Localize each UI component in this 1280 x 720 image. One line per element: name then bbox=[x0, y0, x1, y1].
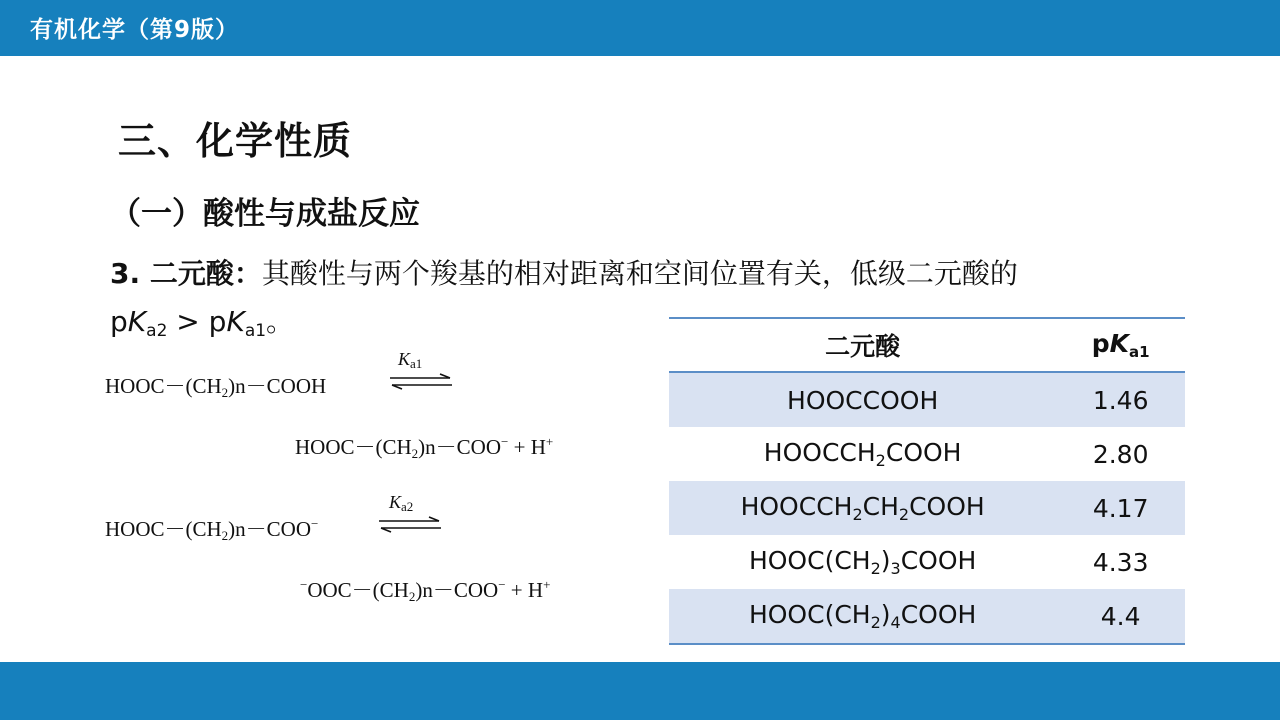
course-title: 有机化学（第9版） bbox=[30, 17, 240, 43]
k-subscript: a1 bbox=[410, 356, 423, 371]
formula-part: )n－COOH bbox=[228, 374, 327, 398]
pka-value: 2.80 bbox=[1092, 439, 1149, 469]
formula-part: )n－COO bbox=[415, 578, 499, 602]
p-symbol: p bbox=[208, 305, 227, 338]
pka-value: 4.33 bbox=[1092, 547, 1149, 577]
equation-2-reactant bbox=[105, 513, 318, 544]
formula-subscript: 4 bbox=[890, 613, 901, 632]
equilibrium-arrow-icon bbox=[377, 516, 443, 534]
paragraph-line-2 bbox=[110, 300, 294, 341]
formula-part: )n－COO bbox=[228, 517, 312, 541]
paragraph-lead: 3. 二元酸： bbox=[110, 257, 262, 290]
formula-subscript: 2 bbox=[898, 505, 910, 524]
p-symbol: p bbox=[110, 305, 128, 338]
top-banner bbox=[0, 0, 1280, 56]
formula-part: HOOC－(CH bbox=[295, 435, 412, 459]
k-symbol: K bbox=[226, 305, 245, 338]
formula-part: HOOC－(CH bbox=[105, 374, 222, 398]
formula-part: COOH bbox=[885, 438, 962, 467]
pka-value: 4.17 bbox=[1056, 481, 1185, 535]
table-row bbox=[669, 589, 1185, 644]
formula-superscript: + bbox=[543, 577, 551, 592]
equation-2-k-label bbox=[389, 492, 413, 515]
formula-subscript: 2 bbox=[411, 446, 419, 461]
formula-part: CH bbox=[862, 492, 899, 521]
formula-part: COOH bbox=[900, 600, 977, 629]
formula-part: + H bbox=[505, 578, 544, 602]
formula-superscript: + bbox=[545, 434, 554, 449]
formula-part: COOH bbox=[900, 546, 977, 575]
k-symbol: K bbox=[389, 492, 402, 512]
subsection-title: （一）酸性与成盐反应 bbox=[110, 196, 420, 232]
formula-subscript: 2 bbox=[408, 589, 416, 604]
formula-part: ) bbox=[880, 546, 891, 575]
paragraph-text: 其酸性与两个羧基的相对距离和空间位置有关，低级二元酸的 bbox=[261, 257, 1018, 290]
formula-part: HOOCCOOH bbox=[787, 385, 939, 415]
formula-part: HOOC(CH bbox=[748, 600, 871, 629]
formula-subscript: 2 bbox=[221, 528, 229, 543]
k-subscript: a1 bbox=[1129, 343, 1150, 361]
formula-part: HOOC－(CH bbox=[105, 517, 222, 541]
table-row bbox=[669, 372, 1185, 427]
formula-part: )n－COO bbox=[418, 435, 502, 459]
subscript-a1: a1 bbox=[244, 321, 267, 341]
formula-subscript: 2 bbox=[875, 451, 886, 470]
formula-part: HOOC(CH bbox=[748, 546, 871, 575]
formula-superscript: − bbox=[501, 434, 509, 449]
formula-superscript: − bbox=[300, 577, 308, 592]
formula-part: COOH bbox=[909, 492, 985, 521]
formula-subscript: 2 bbox=[852, 505, 863, 524]
equation-1-products bbox=[295, 431, 553, 462]
acid-formula bbox=[669, 535, 1056, 589]
formula-part: ) bbox=[880, 600, 891, 629]
acid-formula bbox=[669, 372, 1056, 427]
equilibrium-arrow-icon bbox=[388, 373, 454, 391]
formula-subscript: 2 bbox=[870, 613, 881, 632]
section-title: 三、化学性质 bbox=[118, 119, 353, 163]
formula-superscript: − bbox=[311, 516, 319, 531]
pka-value: 1.46 bbox=[1056, 372, 1185, 427]
equation-1-reactant bbox=[105, 370, 326, 401]
table-row bbox=[669, 427, 1185, 481]
acid-formula bbox=[669, 589, 1056, 644]
table-row bbox=[669, 481, 1185, 535]
formula-part: HOOCCH bbox=[740, 492, 853, 521]
p-symbol: p bbox=[1091, 329, 1110, 358]
subscript-a2: a2 bbox=[146, 321, 168, 341]
pka-table bbox=[669, 317, 1185, 645]
column-header-acid: 二元酸 bbox=[669, 318, 1056, 372]
formula-part: + H bbox=[508, 435, 546, 459]
table-row bbox=[669, 535, 1185, 589]
bottom-banner bbox=[0, 662, 1280, 720]
table-header-row bbox=[669, 318, 1185, 372]
column-header-pka bbox=[1056, 318, 1185, 372]
greater-than: > bbox=[167, 305, 209, 338]
formula-part: OOC－(CH bbox=[307, 578, 409, 602]
formula-subscript: 2 bbox=[870, 559, 881, 578]
paragraph-line-1 bbox=[110, 252, 1018, 292]
k-symbol: K bbox=[398, 349, 411, 369]
formula-subscript: 3 bbox=[890, 559, 901, 578]
k-symbol: K bbox=[1109, 329, 1129, 358]
period: 。 bbox=[266, 305, 295, 338]
acid-formula bbox=[669, 481, 1056, 535]
formula-subscript: 2 bbox=[221, 385, 229, 400]
equation-1-k-label bbox=[398, 349, 422, 372]
k-subscript: a2 bbox=[401, 499, 414, 514]
formula-superscript: − bbox=[498, 577, 506, 592]
pka-value: 4.4 bbox=[1056, 589, 1185, 644]
formula-part: HOOCCH bbox=[763, 438, 876, 467]
equation-2-products bbox=[300, 574, 550, 605]
acid-formula bbox=[669, 427, 1056, 481]
k-symbol: K bbox=[127, 305, 147, 338]
